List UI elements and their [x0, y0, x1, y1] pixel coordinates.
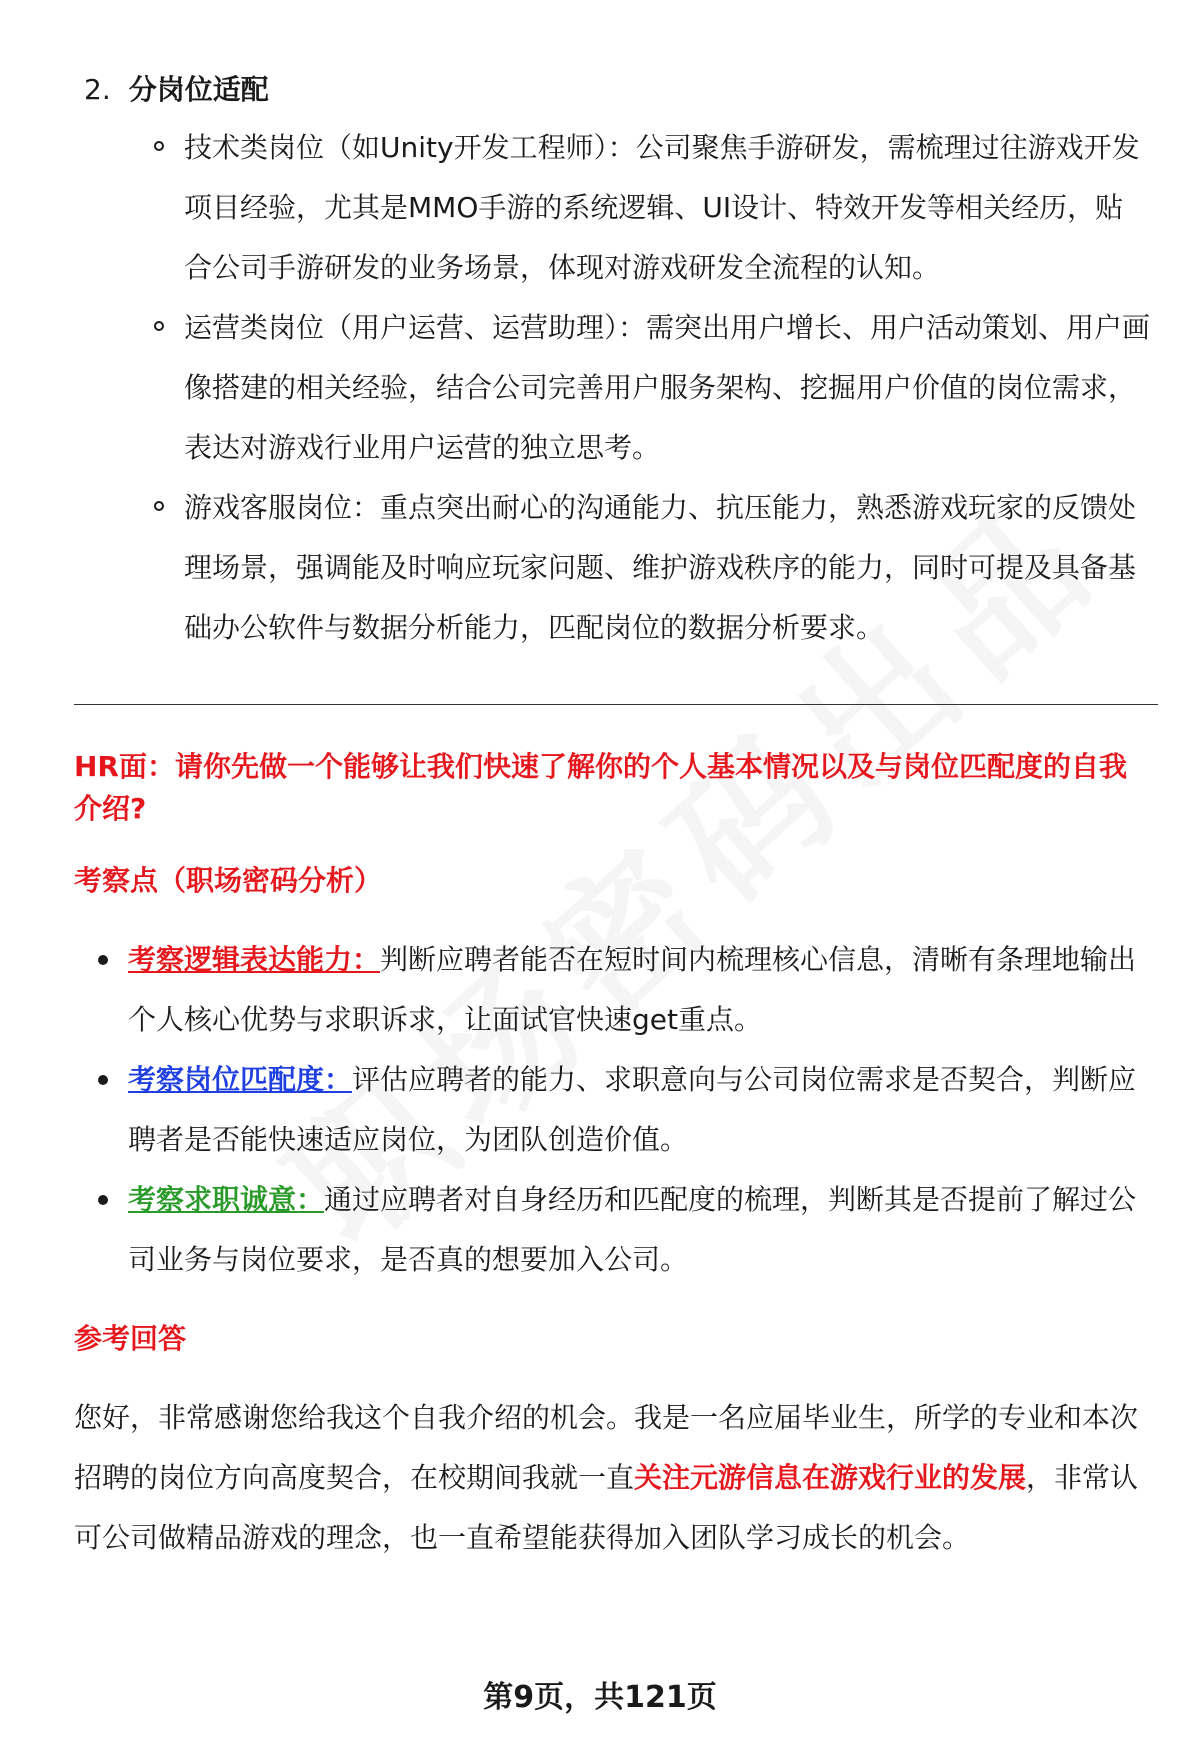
- focus-text: 评估应聘者的能力、求职意向与公司岗位需求是否契合，判断应聘者是否能快速适应岗位，为团队创造价值。: [128, 1063, 1137, 1156]
- answer-text: 您好，非常感谢您给我这个自我介绍的机会。我是一名应届毕业生，所学的专业和本次招聘的岗位方向高度契合，在校期间我就一直: [74, 1401, 1139, 1494]
- list-item: [150, 478, 1150, 658]
- answer-text: ，非常认可公司做精品游戏的理念，也一直希望能获得加入团队学习成长的机会。: [74, 1461, 1139, 1554]
- list-item: [96, 1170, 1156, 1290]
- answer-highlight: 关注元游信息在游戏行业的发展: [634, 1461, 1027, 1494]
- list-item: [150, 118, 1150, 298]
- list-item: [150, 298, 1150, 478]
- hr-question: HR面：请你先做一个能够让我们快速了解你的个人基本情况以及与岗位匹配度的自我介绍?: [74, 750, 1127, 825]
- hollow-bullet-icon: [154, 141, 164, 151]
- reference-answer: [74, 1388, 1164, 1568]
- focus-lead: 考察岗位匹配度：: [128, 1063, 353, 1096]
- heading-number: 2.: [84, 73, 111, 106]
- section-divider: [74, 704, 1158, 705]
- hollow-bullet-icon: [154, 501, 164, 511]
- heading-text: 分岗位适配: [128, 73, 269, 106]
- list-item-text: 运营类岗位（用户运营、运营助理）：需突出用户增长、用户活动策划、用户画像搭建的相关经验，结合公司完善用户服务架构、挖掘用户价值的岗位需求，表达对游戏行业用户运营的独立思考。: [184, 311, 1151, 464]
- focus-text: 判断应聘者能否在短时间内梳理核心信息，清晰有条理地输出个人核心优势与求职诉求，让面试官快速get重点。: [128, 943, 1137, 1036]
- bullet-icon: [98, 1195, 108, 1205]
- numbered-heading: [84, 64, 269, 116]
- list-item: [96, 1050, 1156, 1170]
- list-item-text: 游戏客服岗位：重点突出耐心的沟通能力、抗压能力，熟悉游戏玩家的反馈处理场景，强调能及时响应玩家问题、维护游戏秩序的能力，同时可提及具备基础办公软件与数据分析能力，匹配岗位的数据分析要求。: [184, 491, 1137, 644]
- focus-lead: 考察求职诚意：: [128, 1183, 325, 1216]
- hollow-bullet-icon: [154, 321, 164, 331]
- bullet-icon: [98, 1075, 108, 1085]
- bullet-icon: [98, 955, 108, 965]
- list-item: [96, 930, 1156, 1050]
- page-number: 第9页，共121页: [483, 1680, 717, 1715]
- list-item-text: 技术类岗位（如Unity开发工程师）：公司聚焦手游研发，需梳理过往游戏开发项目经验，尤其是MMO手游的系统逻辑、UI设计、特效开发等相关经历，贴合公司手游研发的业务场景，体现对游戏研发全流程的认知。: [184, 131, 1140, 284]
- focus-list: [96, 930, 1156, 1290]
- focus-lead: 考察逻辑表达能力：: [128, 943, 381, 976]
- focus-section-title: 考察点（职场密码分析）: [74, 864, 383, 897]
- focus-text: 通过应聘者对自身经历和匹配度的梳理，判断其是否提前了解过公司业务与岗位要求，是否真的想要加入公司。: [128, 1183, 1137, 1276]
- answer-section-title: 参考回答: [74, 1322, 187, 1355]
- position-adaptation-list: [150, 118, 1150, 658]
